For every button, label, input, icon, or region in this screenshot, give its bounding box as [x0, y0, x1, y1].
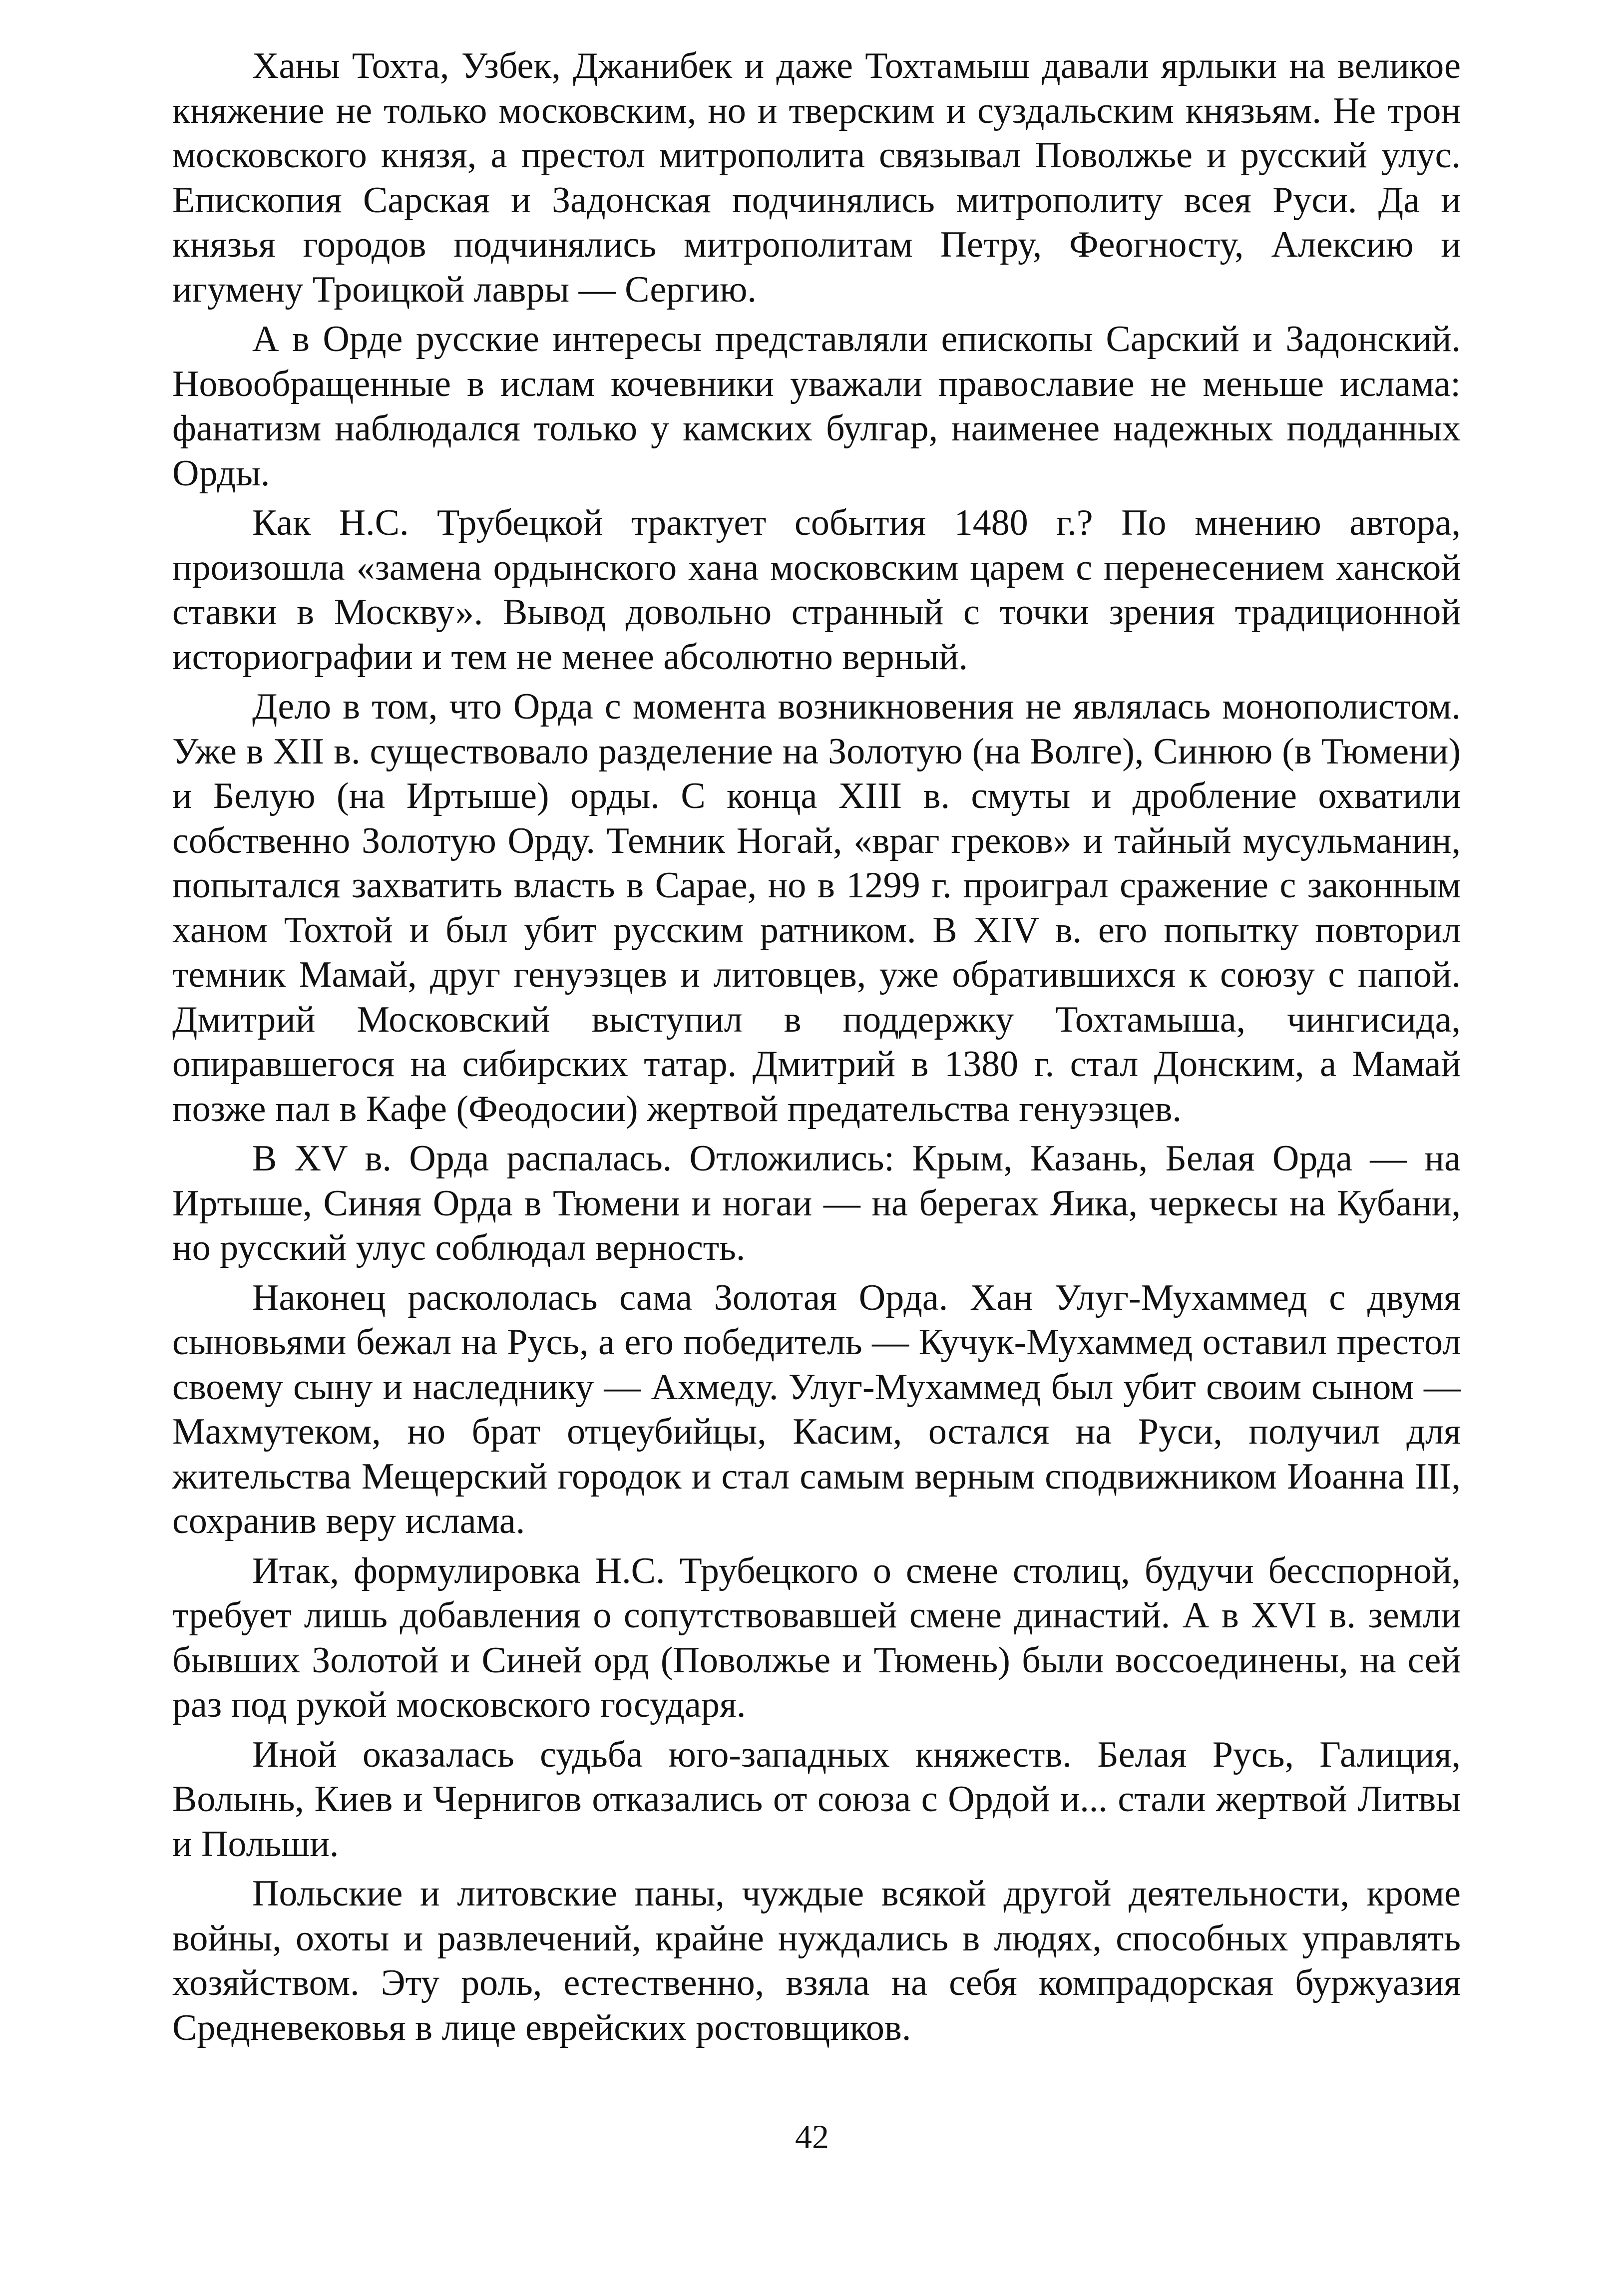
paragraph: Ханы Тохта, Узбек, Джанибек и даже Тохтамыш давали ярлыки на великое княжение не только московским, но и тверским и суздальским князьям. Не трон московского князя, а престол митрополита связывал Поволжье и русский улус. Епископия Сарская и Задонская подчинялись митрополиту всея Руси. Да и князья городов подчинялись митрополитам Петру, Феогносту, Алексию и игумену Троицкой лавры — Сергию. [172, 45, 1461, 310]
paragraph: Дело в том, что Орда с момента возникновения не являлась монополистом. Уже в XII в. существовало разделение на Золотую (на Волге), Синюю (в Тюмени) и Белую (на Иртыше) орды. С конца XIII в. смуты и дробление охватили собственно Золотую Орду. Темник Ногай, «враг греков» и тайный мусульманин, попытался захватить власть в Сарае, но в 1299 г. проиграл сражение с законным ханом Тохтой и был убит русским ратником. В XIV в. его попытку повторил темник Мамай, друг генуэзцев и литовцев, уже обратившихся к союзу с папой. Дмитрий Московский выступил в поддержку Тохтамыша, чингисида, опиравшегося на сибирских татар. Дмитрий в 1380 г. стал Донским, а Мамай позже пал в Кафе (Феодосии) жертвой предательства генуэзцев. [172, 686, 1461, 1130]
body-text [172, 44, 1461, 2055]
paragraph: Итак, формулировка Н.С. Трубецкого о смене столиц, будучи бесспорной, требует лишь добавления о сопутствовавшей смене династий. А в XVI в. земли бывших Золотой и Синей орд (Поволжье и Тюмень) были воссоединены, на сей раз под рукой московского государя. [172, 1550, 1461, 1725]
paragraph: В XV в. Орда распалась. Отложились: Крым, Казань, Белая Орда — на Иртыше, Синяя Орда в Тюмени и ногаи — на берегах Яика, черкесы на Кубани, но русский улус соблюдал верность. [172, 1138, 1461, 1268]
paragraph: А в Орде русские интересы представляли епископы Сарский и Задонский. Новообращенные в ислам кочевники уважали православие не меньше ислама: фанатизм наблюдался только у камских булгар, наименее надежных подданных Орды. [172, 319, 1461, 494]
paragraph: Как Н.С. Трубецкой трактует события 1480 г.? По мнению автора, произошла «замена ордынского хана московским царем с перенесением ханской ставки в Москву». Вывод довольно странный с точки зрения традиционной историографии и тем не менее абсолютно верный. [172, 502, 1461, 678]
paragraph: Иной оказалась судьба юго-западных княжеств. Белая Русь, Галиция, Волынь, Киев и Чернигов отказались от союза с Ордой и... стали жертвой Литвы и Польши. [172, 1734, 1461, 1865]
page-number: 42 [795, 2118, 829, 2156]
paragraph: Наконец раскололась сама Золотая Орда. Хан Улуг-Мухаммед с двумя сыновьями бежал на Русь, а его победитель — Кучук-Мухаммед оставил престол своему сыну и наследнику — Ахмеду. Улуг-Мухаммед был убит своим сыном — Махмутеком, но брат отцеубийцы, Касим, остался на Руси, получил для жительства Мещерский городок и стал самым верным сподвижником Иоанна III, сохранив веру ислама. [172, 1277, 1461, 1541]
paragraph: Польские и литовские паны, чуждые всякой другой деятельности, кроме войны, охоты и развлечений, крайне нуждались в людях, способных управлять хозяйством. Эту роль, естественно, взяла на себя компрадорская буржуазия Средневековья в лице еврейских ростовщиков. [172, 1873, 1461, 2048]
